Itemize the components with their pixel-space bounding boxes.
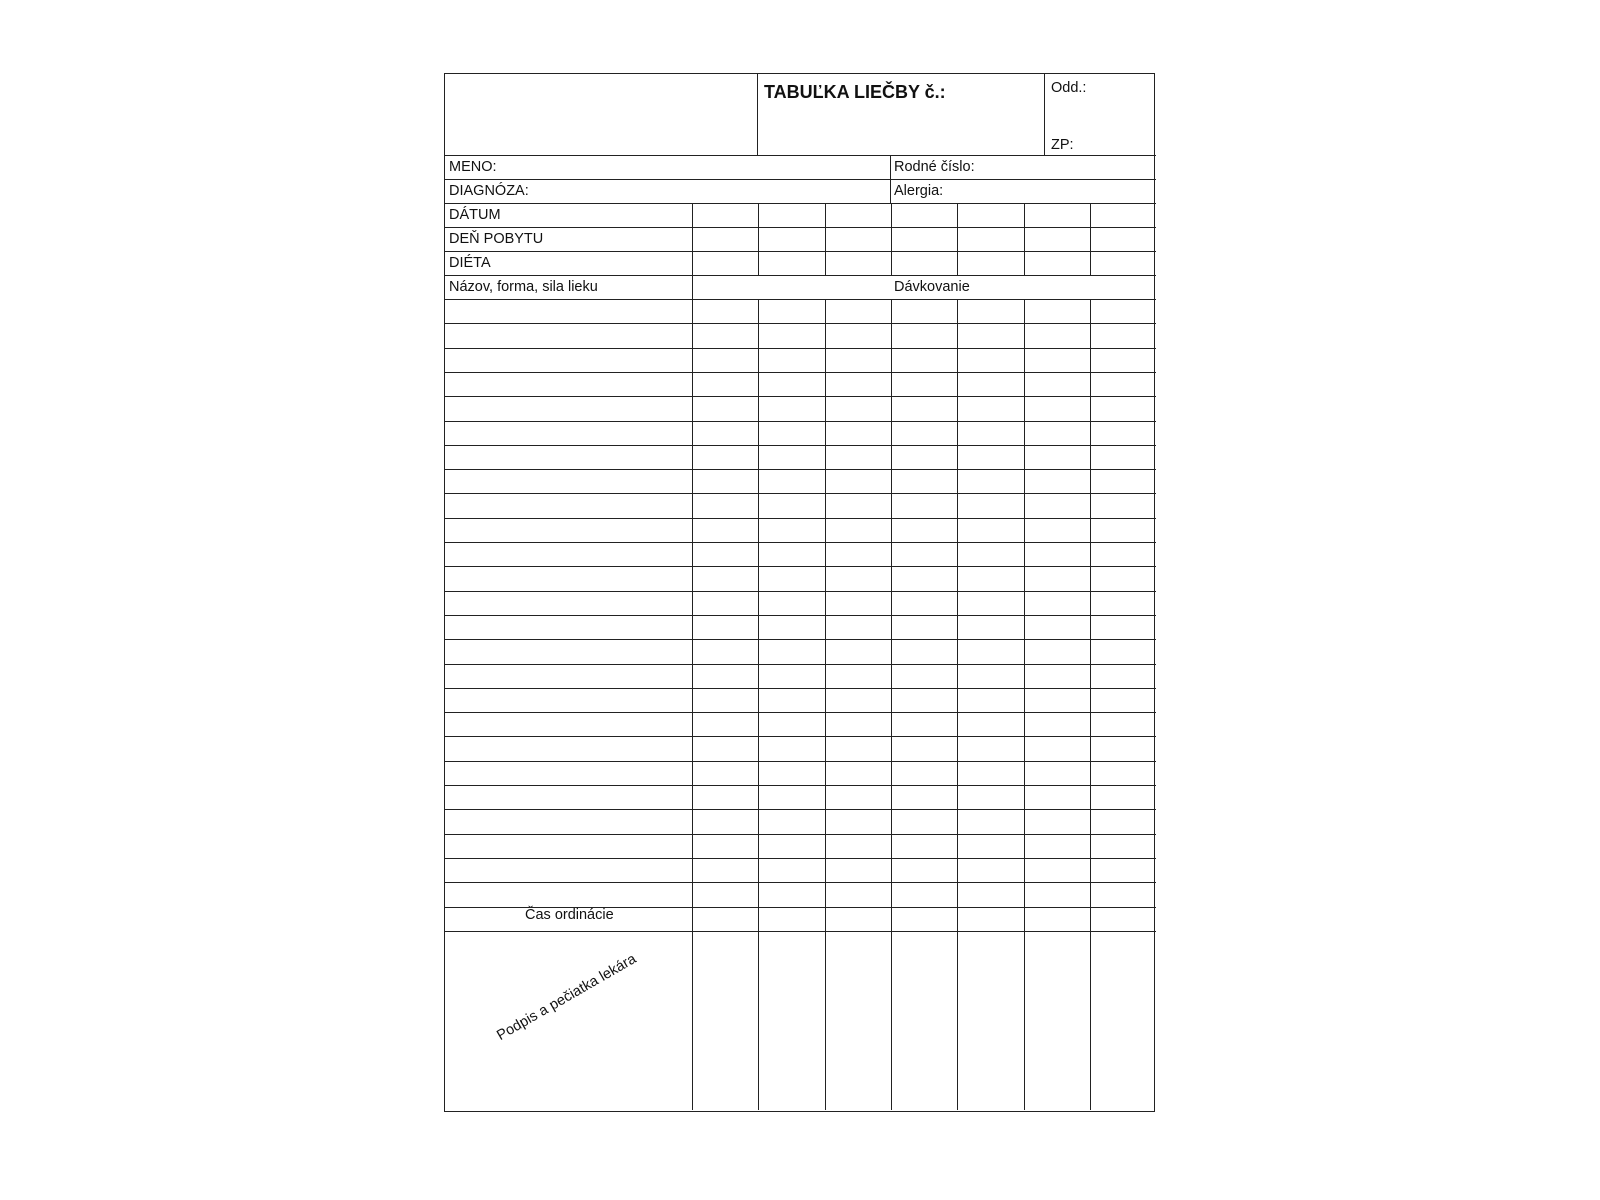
- medication-name-cell[interactable]: [445, 809, 692, 833]
- medication-name-cell[interactable]: [445, 445, 692, 469]
- medication-name-header: Názov, forma, sila lieku: [449, 279, 598, 295]
- medication-name-cell[interactable]: [445, 591, 692, 615]
- name-label: MENO:: [449, 159, 497, 175]
- medication-name-cell[interactable]: [445, 639, 692, 663]
- medication-name-cell[interactable]: [445, 785, 692, 809]
- grid-col-line: [692, 203, 693, 275]
- medication-name-cell[interactable]: [445, 834, 692, 858]
- header-divider-1: [757, 74, 758, 156]
- ordination-time-label: Čas ordinácie: [525, 907, 614, 923]
- medication-name-cell[interactable]: [445, 372, 692, 396]
- medication-name-cell[interactable]: [445, 566, 692, 590]
- header-blank-box[interactable]: [445, 74, 757, 156]
- medication-name-cell[interactable]: [445, 396, 692, 420]
- diagnosis-label: DIAGNÓZA:: [449, 183, 529, 199]
- diet-row-label: DIÉTA: [449, 255, 491, 271]
- medication-name-cell[interactable]: [445, 421, 692, 445]
- medication-name-cell[interactable]: [445, 542, 692, 566]
- birth-number-label: Rodné číslo:: [894, 159, 975, 175]
- medication-name-cell[interactable]: [445, 323, 692, 347]
- grid-col-line: [1024, 203, 1025, 275]
- line-diet-bottom: [445, 275, 1156, 276]
- line-stay-day-bottom: [445, 251, 1156, 252]
- stay-day-row-label: DEŇ POBYTU: [449, 231, 544, 247]
- grid-col-line: [825, 203, 826, 275]
- grid-row-line: [445, 907, 1156, 908]
- dosage-header: Dávkovanie: [894, 279, 970, 295]
- grid-col-line: [957, 203, 958, 275]
- line-diagnosis-bottom: [445, 203, 1156, 204]
- insurance-label: ZP:: [1051, 137, 1074, 153]
- medication-name-cell[interactable]: [445, 493, 692, 517]
- form-title: TABUĽKA LIEČBY č.:: [764, 82, 946, 102]
- department-label: Odd.:: [1051, 80, 1087, 96]
- grid-col-line: [758, 203, 759, 275]
- line-name-bottom: [445, 179, 1156, 180]
- date-row-label: DÁTUM: [449, 207, 501, 223]
- grid-row-line: [445, 931, 1156, 932]
- medication-name-cell[interactable]: [445, 469, 692, 493]
- medication-name-cell[interactable]: [445, 858, 692, 882]
- grid-col-line: [1090, 203, 1091, 275]
- label-column-line: [692, 275, 693, 299]
- medication-name-cell[interactable]: [445, 712, 692, 736]
- medication-name-cell[interactable]: [445, 688, 692, 712]
- allergy-label: Alergia:: [894, 183, 944, 199]
- medication-name-cell[interactable]: [445, 736, 692, 760]
- medication-name-cell[interactable]: [445, 348, 692, 372]
- treatment-chart-form: [444, 73, 1155, 1112]
- line-date-bottom: [445, 227, 1156, 228]
- medication-name-cell[interactable]: [445, 615, 692, 639]
- medication-name-cell[interactable]: [445, 518, 692, 542]
- medication-name-cell[interactable]: [445, 761, 692, 785]
- medication-name-cell[interactable]: [445, 882, 692, 906]
- line-header-bottom: [445, 155, 1156, 156]
- doctor-signature-label: Podpis a pečiatka lekára: [494, 951, 640, 1044]
- medication-name-cell[interactable]: [445, 664, 692, 688]
- grid-col-line: [891, 203, 892, 275]
- medication-name-cell[interactable]: [445, 299, 692, 323]
- header-divider-2: [1044, 74, 1045, 156]
